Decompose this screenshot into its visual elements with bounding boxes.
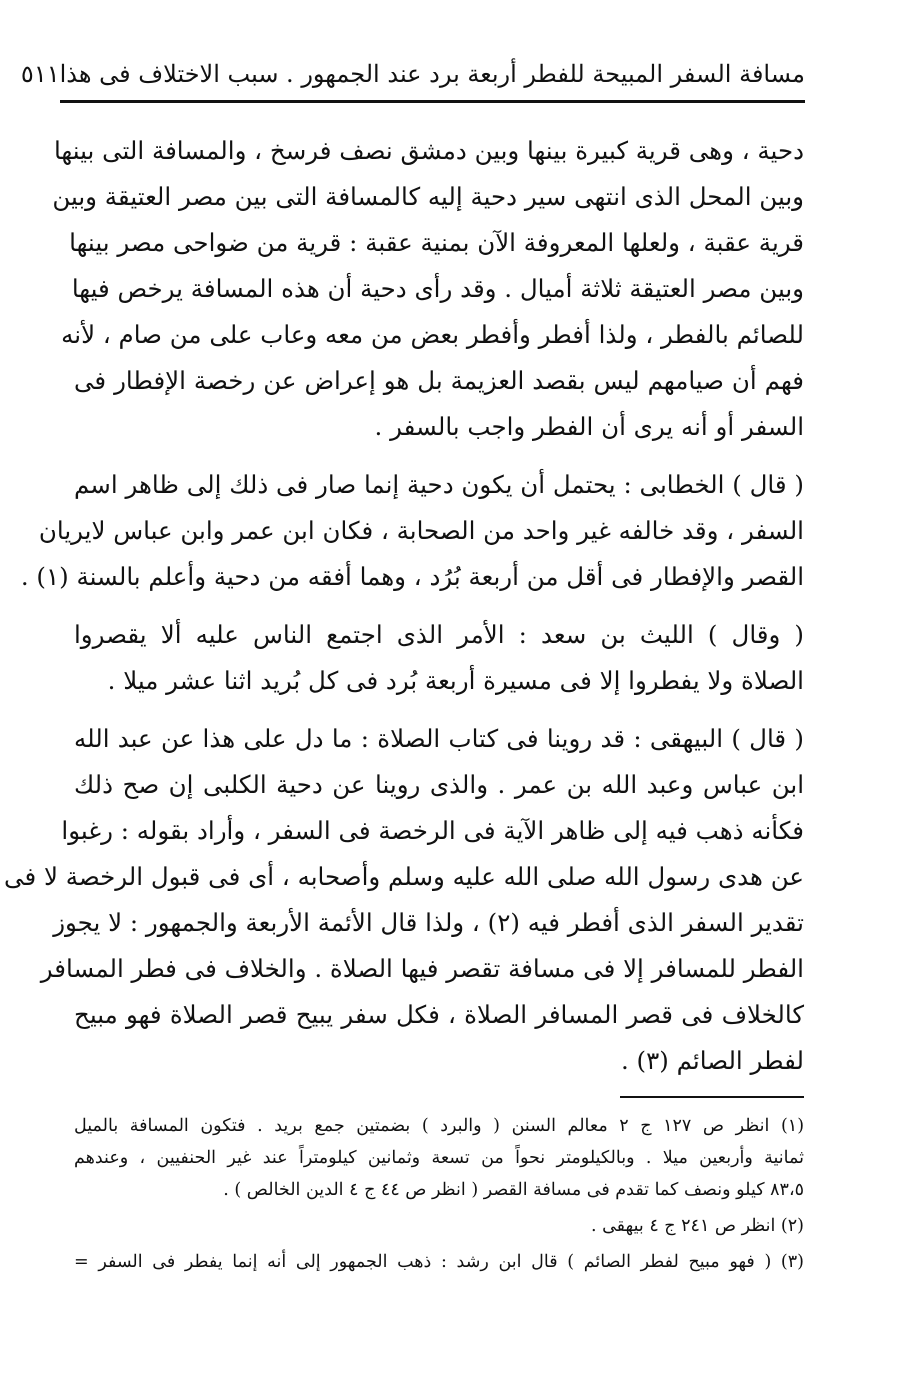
text-line: ( قال ) البيهقى : قد روينا فى كتاب الصلاة : ما دل على هذا عن عبد الله	[74, 724, 804, 753]
footnote-1	[74, 1110, 804, 1206]
footnote-line: ثمانية وأربعين ميلا . وبالكيلومتر نحواً من تسعة وثمانين كيلومتراً عند غير الحنفيين ، وعندهم	[74, 1148, 804, 1168]
text-line: السفر ، وقد خالفه غير واحد من الصحابة ، فكان ابن عمر وابن عباس لايريان	[38, 516, 804, 545]
text-line: القصر والإفطار فى أقل من أربعة بُرُد ، وهما أفقه من دحية وأعلم بالسنة (١) .	[20, 562, 804, 591]
paragraph-1	[52, 128, 804, 450]
text-line: الفطر للمسافر إلا فى مسافة تقصر فيها الصلاة . والخلاف فى فطر المسافر	[40, 954, 804, 983]
text-line: للصائم بالفطر ، ولذا أفطر وأفطر بعض من معه وعاب على من صام ، لأنه	[61, 320, 804, 349]
paragraph-3	[74, 612, 804, 704]
text-line: وبين مصر العتيقة ثلاثة أميال . وقد رأى دحية أن هذه المسافة يرخص فيها	[71, 274, 804, 303]
text-line: ( قال ) الخطابى : يحتمل أن يكون دحية إنما صار فى ذلك إلى ظاهر اسم	[74, 470, 804, 499]
footnotes	[74, 1110, 804, 1282]
text-line: ابن عباس وعبد الله بن عمر . والذى روينا عن دحية الكلبى إن صح ذلك	[74, 770, 804, 799]
text-line: الصلاة ولا يفطروا إلا فى مسيرة أربعة بُرد فى كل بُريد اثنا عشر ميلا .	[107, 666, 804, 695]
footnote-3	[74, 1246, 804, 1278]
footnote-rule	[620, 1096, 804, 1098]
text-line: فكأنه ذهب فيه إلى ظاهر الآية فى الرخصة فى السفر ، وأراد بقوله : رغبوا	[61, 816, 804, 845]
header-title: مسافة السفر المبيحة للفطر أربعة برد عند الجمهور . سبب الاختلاف فى هذا	[59, 60, 805, 88]
running-header	[20, 52, 805, 96]
text-line: وبين المحل الذى انتهى سير دحية إليه كالمسافة التى بين مصر العتيقة وبين	[52, 182, 804, 211]
footnote-line: ٨٣،٥ كيلو ونصف كما تقدم فى مسافة القصر ( انظر ص ٤٤ ج ٤ الدين الخالص ) .	[223, 1180, 804, 1200]
footnote-line: (٣) ( فهو مبيح لفطر الصائم ) قال ابن رشد : ذهب الجمهور إلى أنه إنما يفطر فى السفر =	[74, 1252, 804, 1272]
text-line: السفر أو أنه يرى أن الفطر واجب بالسفر .	[374, 412, 804, 441]
text-line: تقدير السفر الذى أفطر فيه (٢) ، ولذا قال الأئمة الأربعة والجمهور : لا يجوز	[53, 908, 804, 937]
footnote-line: (٢) انظر ص ٢٤١ ج ٤ بيهقى .	[590, 1216, 804, 1236]
paragraph-2	[20, 462, 804, 600]
text-line: ( وقال ) الليث بن سعد : الأمر الذى اجتمع الناس عليه ألا يقصروا	[74, 620, 804, 649]
main-text	[4, 128, 804, 1096]
text-line: لفطر الصائم (٣) .	[620, 1046, 804, 1075]
text-line: قرية عقبة ، ولعلها المعروفة الآن بمنية عقبة : قرية من ضواحى مصر بينها	[69, 228, 804, 257]
footnote-line: (١) انظر ص ١٢٧ ج ٢ معالم السنن ( والبرد ) بضمتين جمع بريد . فتكون المسافة بالميل	[74, 1116, 805, 1136]
text-line: كالخلاف فى قصر المسافر الصلاة ، فكل سفر يبيح قصر الصلاة فهو مبيح	[74, 1000, 804, 1029]
page-number: ٥١١	[20, 60, 60, 88]
footnote-2	[74, 1210, 804, 1242]
text-line: عن هدى رسول الله صلى الله عليه وسلم وأصحابه ، أى فى قبول الرخصة لا فى	[4, 862, 804, 891]
paragraph-4	[4, 716, 804, 1084]
text-line: دحية ، وهى قرية كبيرة بينها وبين دمشق نصف فرسخ ، والمسافة التى بينها	[53, 136, 804, 165]
text-line: فهم أن صيامهم ليس بقصد العزيمة بل هو إعراض عن رخصة الإفطار فى	[74, 366, 804, 395]
header-rule	[60, 100, 805, 103]
